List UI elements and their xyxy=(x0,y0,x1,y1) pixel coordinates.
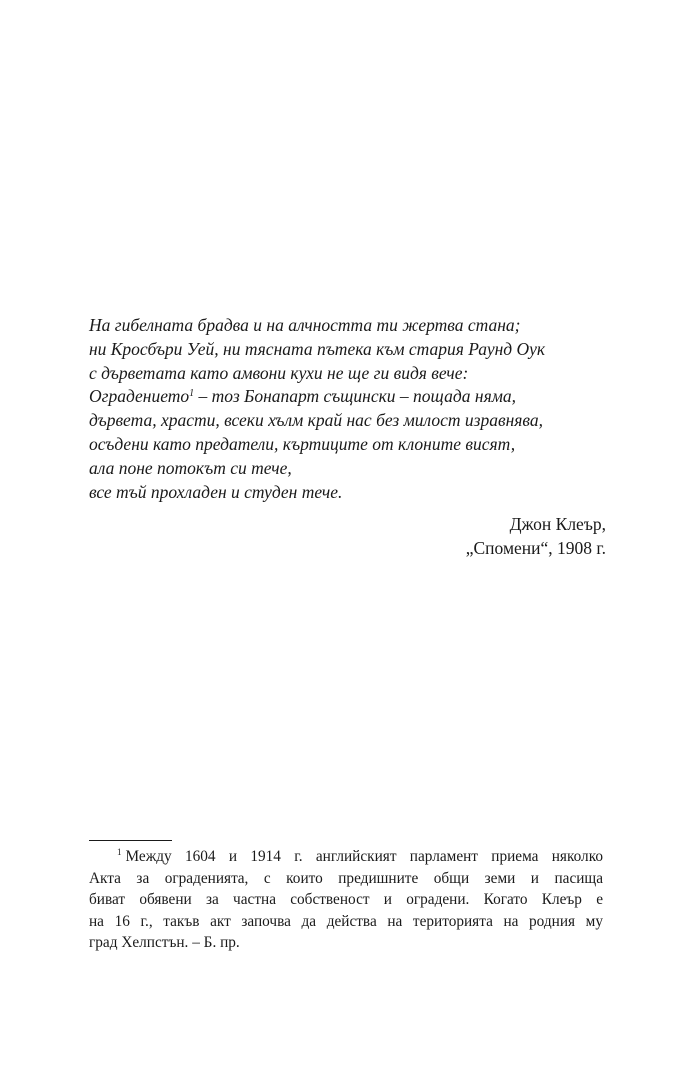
footnote-line: биват обявени за частна собственост и оградени. Когато Клеър е xyxy=(89,891,603,909)
poem-line: дървета, храсти, всеки хълм край нас без милост изравнява, xyxy=(89,410,543,431)
footnote-line: на 16 г., такъв акт започва да действа на територията на родния му xyxy=(89,912,603,930)
poem-line: все тъй прохладен и студен тече. xyxy=(89,481,343,502)
footnote xyxy=(89,846,603,954)
poem-line: с дърветата като амвони кухи не ще ги видя вече: xyxy=(89,362,469,383)
footnote-marker: 1 xyxy=(117,847,122,857)
epigraph-attribution xyxy=(206,512,606,560)
poem-word-enclosure: Оградението xyxy=(89,386,190,407)
poem-line: ни Кросбъри Уей, ни тясната пътека към стария Раунд Оук xyxy=(89,338,546,359)
poem-line: На гибелната брадва и на алчността ти жертва стана; xyxy=(89,315,521,335)
attribution-author: Джон Клеър, xyxy=(509,514,606,534)
footnote-line: град Хелпстън. – Б. пр. xyxy=(89,934,240,952)
poem-line: осъдени като предатели, къртиците от клоните висят, xyxy=(89,433,516,454)
footnote-line xyxy=(89,846,603,868)
footnote-reference[interactable]: 1 xyxy=(189,388,195,400)
poem-line: ала поне потокът си тече, xyxy=(89,457,292,478)
poem-line xyxy=(89,385,609,409)
footnote-line-text: Между 1604 и 1914 г. английският парламент приема няколко xyxy=(125,848,603,865)
epigraph-poem xyxy=(89,314,609,504)
poem-line-rest: – тоз Бонапарт същински – пощада няма, xyxy=(198,386,517,407)
attribution-source: „Спомени“, 1908 г. xyxy=(465,538,606,558)
footnote-divider xyxy=(89,840,172,841)
footnote-line: Акта за оградениятa, с които предишните общи земи и пасища xyxy=(89,869,603,887)
